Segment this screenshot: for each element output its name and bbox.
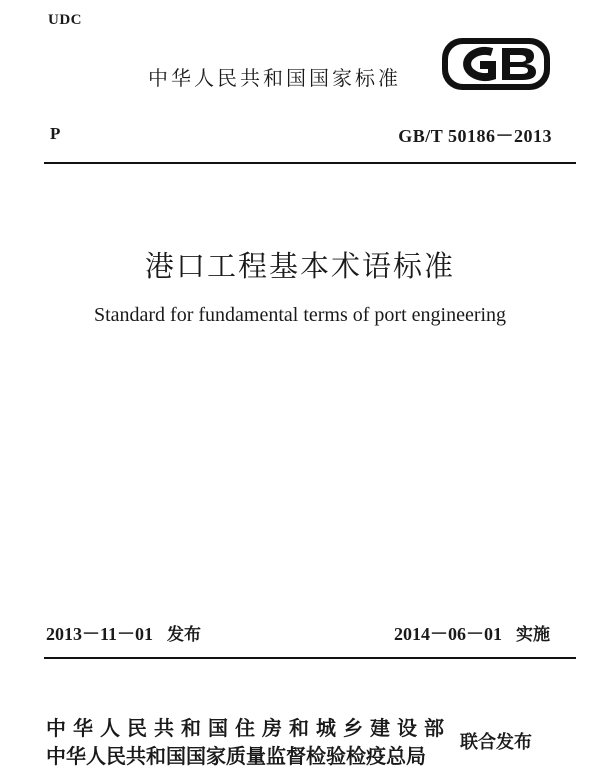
implementation-label: 实施 (516, 625, 550, 645)
joint-issue-label: 联合发布 (460, 732, 532, 753)
issue-date-block (46, 620, 201, 646)
title-chinese: 港口工程基本术语标准 (144, 249, 455, 283)
standard-number: GB/T 50186－2013 (398, 126, 552, 146)
issue-label: 发布 (167, 625, 202, 645)
implementation-date: 2014－06－01 (394, 624, 502, 644)
implementation-date-block (394, 620, 550, 646)
divider-bottom (44, 657, 576, 659)
divider-top (44, 162, 576, 164)
category-code: P (50, 124, 61, 143)
issuer-ministry: 中华人民共和国住房和城乡建设部 (46, 716, 451, 740)
gb-logo (440, 36, 552, 92)
national-standard-heading: 中华人民共和国国家标准 (148, 66, 401, 90)
udc-label: UDC (48, 12, 82, 28)
title-english: Standard for fundamental terms of port engineering (93, 304, 507, 326)
issuer-aqsiq: 中华人民共和国国家质量监督检验检疫总局 (46, 744, 426, 768)
issue-date: 2013－11－01 (46, 624, 154, 644)
